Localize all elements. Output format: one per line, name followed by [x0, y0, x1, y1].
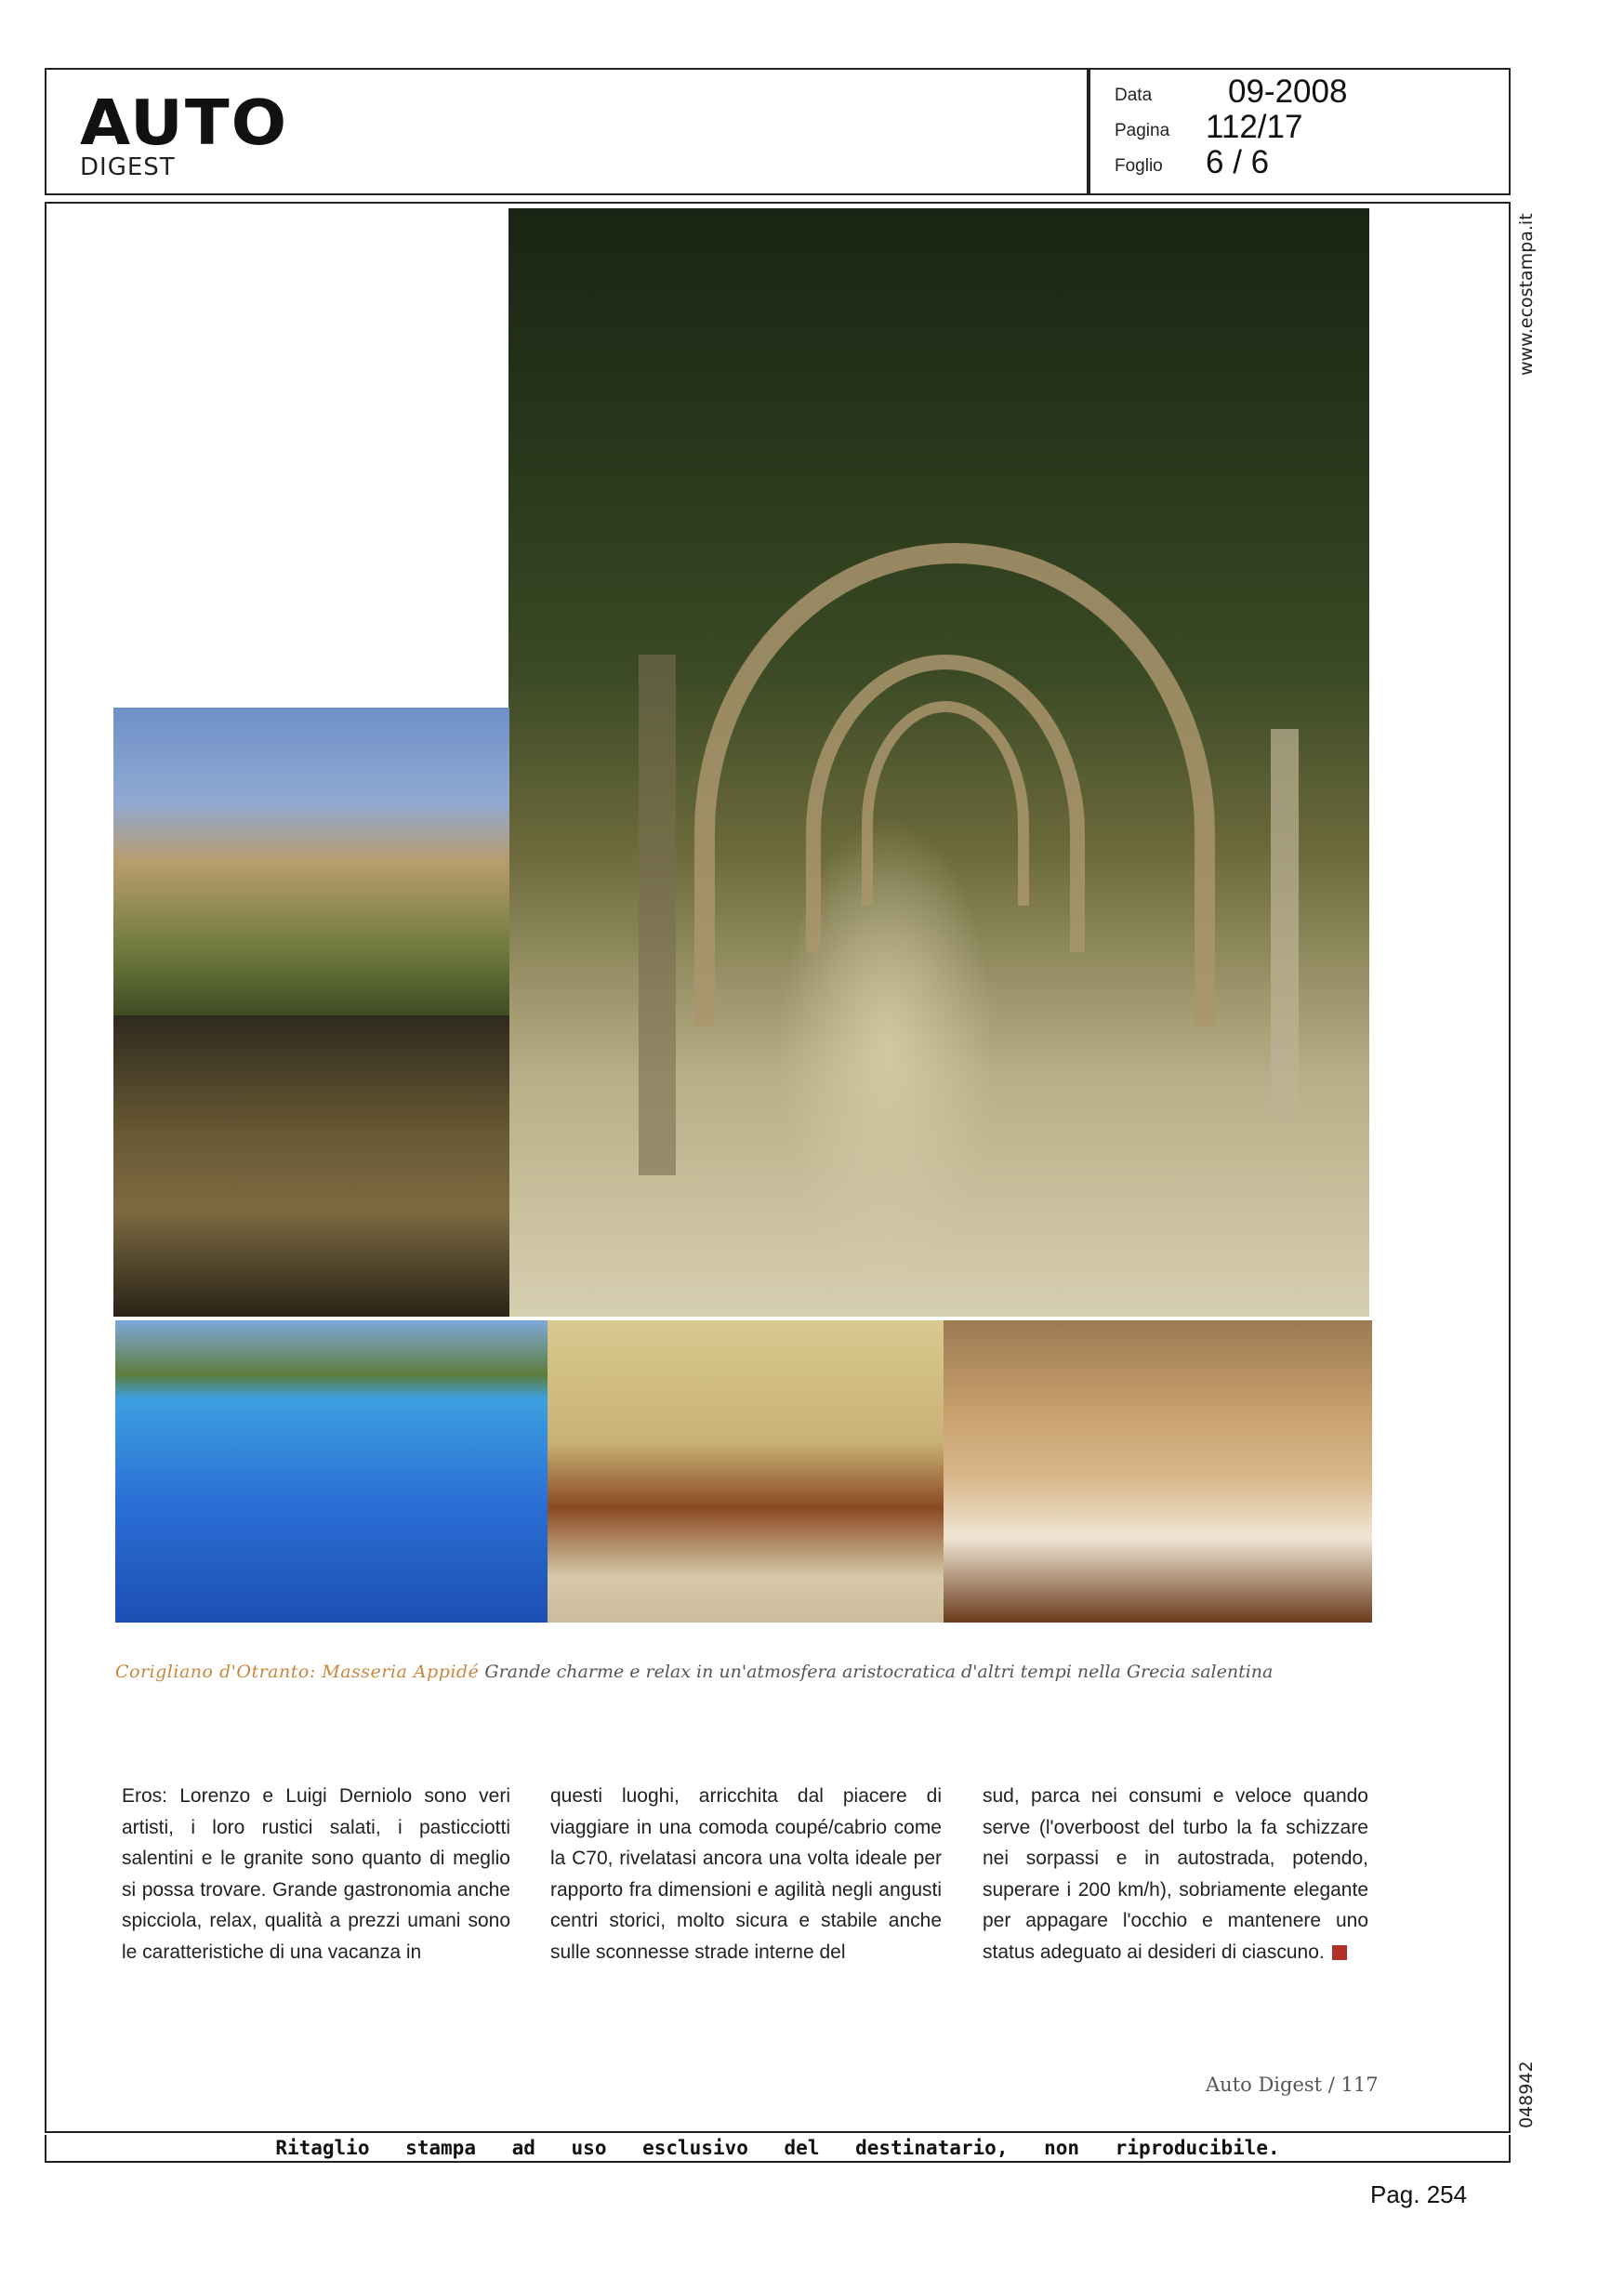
photo-villa-exterior [113, 708, 509, 1017]
masthead-box [45, 68, 1089, 195]
photo-caption [115, 1662, 1372, 1682]
page-number: Pag. 254 [1370, 2180, 1468, 2208]
footer-separator: / [1327, 2074, 1335, 2096]
column-right [1271, 729, 1299, 1120]
photo-lit-courtyard [113, 1015, 509, 1317]
photo-swimming-pool [115, 1320, 548, 1623]
column-1-text: Eros: Lorenzo e Luigi Derniolo sono veri artisti, i loro rustici salati, i pasticciotti salentini e le granite sono quanto di meglio si possa trovare. Grande gastronomia anche spicciola, relax, qualità a prezzi umani sono le caratteristiche di una vacanza in [122, 1785, 510, 1963]
logo-digest: DIGEST [80, 153, 176, 181]
column-3-text [983, 1781, 1368, 1968]
column-3-body: sud, parca nei consumi e veloce quando serve (l'overboost del turbo la fa schizzare nei sorpassi e in autostrada, potendo, superare i 200 km/h), sobriamente elegante per appagare l'occhio e mantenere uno status adeguato ai desideri di ciascuno. [983, 1785, 1368, 1963]
date-value: 09-2008 [1228, 73, 1348, 110]
sheet-value: 6 / 6 [1206, 144, 1270, 180]
sheet-label: Foglio [1115, 156, 1163, 176]
date-label: Data [1115, 86, 1153, 105]
page-label: Pagina [1115, 121, 1170, 140]
photo-living-room [548, 1320, 944, 1623]
metadata-box [1089, 68, 1511, 195]
caption-location: Corigliano d'Otranto: Masseria Appidé [115, 1662, 480, 1682]
website-vertical: www.ecostampa.it [1516, 213, 1537, 376]
disclaimer-bar: Ritaglio stampa ad uso esclusivo del destinatario, non riproducibile. [45, 2135, 1511, 2163]
column-left [639, 655, 676, 1175]
caption-text: Grande charme e relax in un'atmosfera aristocratica d'altri tempi nella Grecia salentina [484, 1662, 1274, 1682]
column-2-text: questi luoghi, arricchita dal piacere di viaggiare in una comoda coupé/cabrio come la C70, rivelatasi ancora una volta ideale per rapporto fra dimensioni e agilità negli angusti centri storici, molto sicura e stabile anche sulle sconnesse strade interne del [550, 1785, 942, 1963]
article-column-2 [550, 1781, 942, 1968]
page-value: 112/17 [1206, 109, 1303, 145]
footer-page: 117 [1340, 2074, 1379, 2096]
photo-vaulted-bedroom [944, 1320, 1372, 1623]
end-mark-icon [1332, 1945, 1347, 1960]
photo-arched-pergola [508, 208, 1369, 1317]
clipping-code-vertical: 048942 [1516, 2060, 1537, 2128]
article-column-1 [122, 1781, 510, 1968]
running-footer [1206, 2074, 1379, 2096]
logo-auto: AUTO [80, 86, 289, 159]
footer-publication: Auto Digest [1206, 2074, 1323, 2096]
article-column-3 [983, 1781, 1368, 1968]
